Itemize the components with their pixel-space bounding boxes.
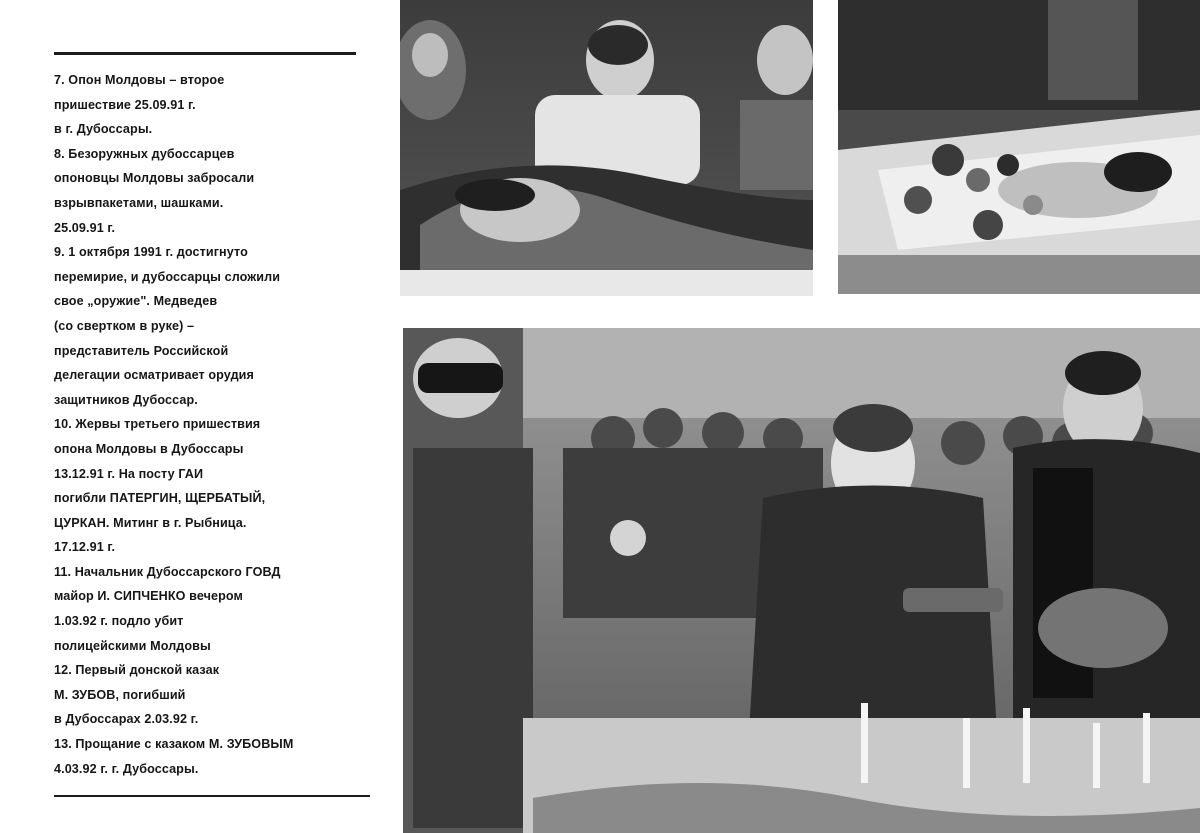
caption-line: (со свертком в руке) – <box>54 318 195 333</box>
bottom-rule <box>54 795 370 797</box>
caption-line: 8. Безоружных дубоссарцев <box>54 146 235 161</box>
caption-line: 7. Опон Молдовы – второе <box>54 73 225 87</box>
caption-list <box>54 68 370 781</box>
caption-item <box>54 658 370 732</box>
caption-line: 12. Первый донской казак <box>54 663 220 678</box>
caption-item <box>54 142 370 240</box>
caption-item <box>54 240 370 412</box>
photo-casket-flowers <box>838 0 1200 294</box>
caption-line: 9. 1 октября 1991 г. достигнуто <box>54 245 248 260</box>
caption-line: делегации осматривает орудия <box>54 368 254 383</box>
caption-line: ЦУРКАН. Митинг в г. Рыбница. <box>54 515 247 530</box>
caption-line: 13. Прощание с казаком М. ЗУБОВЫМ <box>54 737 294 752</box>
caption-line: опона Молдовы в Дубоссары <box>54 441 244 456</box>
photo-farewell-ceremony <box>403 328 1200 833</box>
caption-line: 1.03.92 г. подло убит <box>54 614 184 629</box>
caption-item <box>54 68 370 142</box>
caption-line: 10. Жервы третьего пришествия <box>54 417 261 432</box>
caption-line: 17.12.91 г. <box>54 540 116 555</box>
caption-item <box>54 560 370 658</box>
caption-line: майор И. СИПЧЕНКО вечером <box>54 589 243 604</box>
caption-line: защитников Дубоссар. <box>54 392 198 407</box>
photo-mourners-casket <box>400 0 813 296</box>
caption-line: 4.03.92 г. г. Дубоссары. <box>54 761 199 776</box>
caption-line: погибли ПАТЕРГИН, ЩЕРБАТЫЙ, <box>54 491 266 506</box>
caption-line: полицейскими Молдовы <box>54 638 211 653</box>
caption-line: пришествие 25.09.91 г. <box>54 97 196 112</box>
caption-line: 13.12.91 г. На посту ГАИ <box>54 466 204 481</box>
caption-item <box>54 732 370 781</box>
caption-line: 11. Начальник Дубоссарского ГОВД <box>54 564 281 579</box>
caption-line: перемирие, и дубоссарцы сложили <box>54 269 281 284</box>
caption-line: опоновцы Молдовы забросали <box>54 171 255 186</box>
caption-line: взрывпакетами, шашками. <box>54 195 224 210</box>
caption-block <box>54 52 370 797</box>
caption-line: свое „оружие". Медведев <box>54 294 218 309</box>
caption-line: в Дубоссарах 2.03.92 г. <box>54 712 199 727</box>
top-rule <box>54 52 356 55</box>
caption-line: М. ЗУБОВ, погибший <box>54 687 186 702</box>
caption-item <box>54 412 370 560</box>
caption-line: 25.09.91 г. <box>54 220 116 235</box>
caption-line: представитель Российской <box>54 343 229 358</box>
caption-line: в г. Дубоссары. <box>54 122 153 137</box>
